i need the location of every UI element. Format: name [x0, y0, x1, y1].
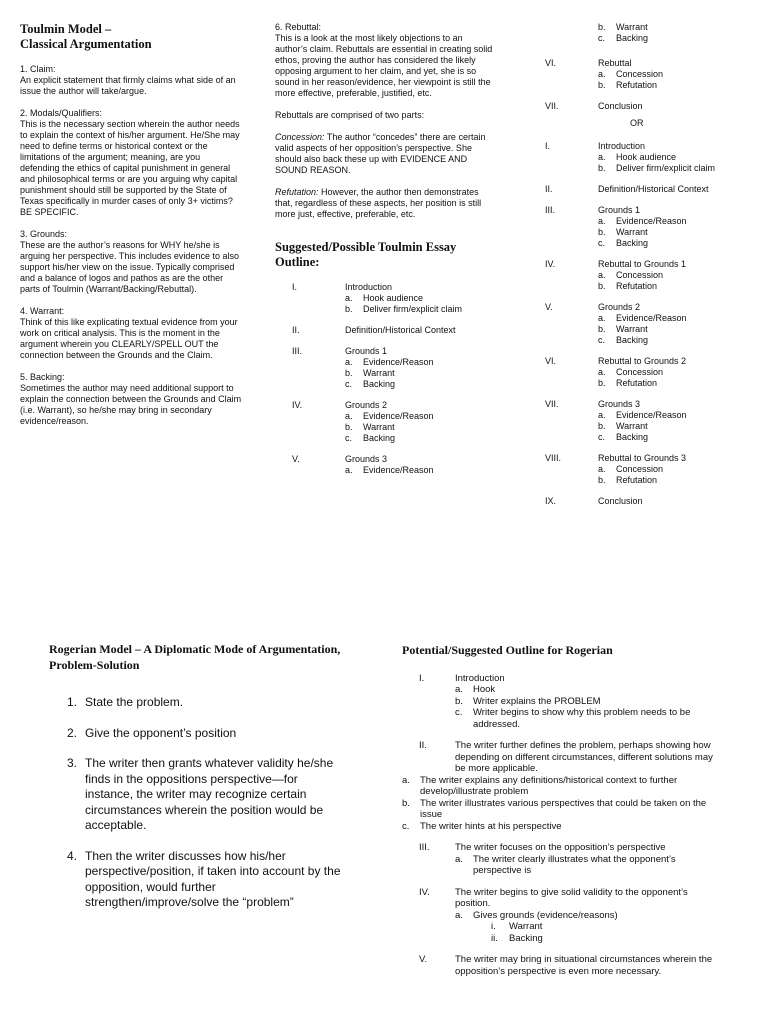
section-heading: 2. Modals/Qualifiers: — [20, 108, 103, 118]
toulmin-outline-title: Suggested/Possible Toulmin Essay Outline: — [275, 240, 457, 269]
outline-subitem — [598, 432, 760, 443]
outline-subitem-letter: c. — [598, 335, 606, 345]
outline-subitem — [345, 293, 497, 304]
outline-item — [292, 400, 497, 411]
outline-subitem-letter: b. — [598, 227, 606, 237]
outline-subitem-letter: a. — [402, 774, 410, 786]
outline-gap — [292, 390, 497, 400]
outline-subitem-text: Refutation — [616, 378, 658, 388]
outline-subitem-letter: c. — [345, 379, 353, 389]
outline-label: Introduction — [455, 672, 505, 684]
outline-subitem — [402, 798, 722, 821]
outline-subitem-letter: c. — [598, 238, 606, 248]
refutation-text: However, the author then demonstrates that, regardless of these aspects, her position is still more just, effective, preferable, etc. — [275, 187, 482, 219]
section-heading: 4. Warrant: — [20, 306, 65, 316]
outline-item — [419, 673, 722, 685]
outline-subitem — [598, 33, 760, 44]
outline-right-continuation — [545, 22, 760, 44]
outline-subitem-text: Warrant — [363, 368, 395, 378]
rogerian-step-number: 2. — [67, 725, 78, 740]
outline-subitem-text: Warrant — [363, 422, 395, 432]
outline-item — [545, 205, 760, 216]
outline-subitem-text: Backing — [363, 433, 396, 443]
outline-subitem-text: Refutation — [616, 80, 658, 90]
outline-gap — [292, 336, 497, 346]
outline-subitem — [598, 378, 760, 389]
rogerian-step-text: Then the writer discusses how his/her perspective/position, if taken into account by the opposition, would further strengthen/improve/solve the “problem” — [85, 848, 341, 909]
outline-subitem — [455, 910, 722, 922]
outline-numeral: II. — [419, 740, 427, 751]
outline-label: The writer may bring in situational circumstances wherein the opposition’s perspective is even more necessary. — [455, 954, 713, 977]
outline-right-a — [545, 58, 760, 112]
outline-subitem — [598, 163, 760, 174]
outline-subitem-text: Writer begins to show why this problem needs to be addressed. — [473, 707, 691, 730]
outline-subitem-letter: b. — [345, 422, 353, 432]
rogerian-step — [67, 756, 344, 834]
outline-subitem-letter: a. — [598, 464, 606, 474]
outline-subitem-text: Hook audience — [363, 293, 424, 303]
outline-label: Rebuttal to Grounds 3 — [598, 453, 687, 463]
rogerian-outline — [402, 672, 722, 978]
rebuttal-heading: 6. Rebuttal: — [275, 22, 322, 32]
outline-item — [419, 842, 722, 854]
section-heading: 1. Claim: — [20, 64, 56, 74]
outline-subitem-letter: b. — [598, 475, 606, 485]
outline-numeral: VII. — [545, 101, 559, 111]
outline-subitem-text: Concession — [616, 69, 664, 79]
rogerian-step-number: 3. — [67, 756, 78, 770]
outline-subitem-text: Backing — [509, 932, 543, 944]
outline-subitem — [345, 433, 497, 444]
outline-label: Conclusion — [598, 101, 643, 111]
outline-subitem-text: Warrant — [616, 22, 648, 32]
rogerian-step-text: State the problem. — [85, 695, 184, 709]
outline-subitem-text: Backing — [616, 238, 649, 248]
outline-subitem-letter: a. — [598, 367, 606, 377]
section-text: This is the necessary section wherein the author needs to explain the context of his/her argument. He/She may need to define terms or historical context or the limitations of the argument; meaning, are you defending the ethics of capital punishment in general and philosophical terms or are you arguing why capital punishment should still be supported by the State of Texas specifically in murder cases of only 3+ victims? BE SPECIFIC. — [20, 119, 240, 217]
outline-gap — [545, 292, 760, 302]
outline-gap — [545, 249, 760, 259]
toulmin-title-1: Toulmin Model – — [20, 22, 112, 36]
outline-subitem-letter: c. — [455, 707, 463, 718]
outline-item — [545, 58, 760, 69]
outline-subitem — [598, 281, 760, 292]
outline-subitem-letter: b. — [598, 163, 606, 173]
outline-item — [545, 184, 760, 195]
outline-subitem-letter: a. — [345, 357, 353, 367]
rogerian-outline-title: Potential/Suggested Outline for Rogerian — [402, 643, 613, 657]
outline-subitem — [402, 821, 722, 833]
outline-subitem — [598, 324, 760, 335]
outline-subitem-text: Evidence/Reason — [616, 410, 687, 420]
outline-subitem-letter: a. — [345, 465, 353, 475]
outline-item — [292, 282, 497, 293]
outline-subitem — [598, 335, 760, 346]
outline-subitem — [598, 367, 760, 378]
outline-subitem — [598, 22, 760, 33]
outline-right-column — [545, 22, 760, 507]
outline-item — [545, 141, 760, 152]
outline-subitem — [598, 69, 760, 80]
outline-subitem — [598, 227, 760, 238]
outline-subitem-text: Evidence/Reason — [363, 411, 434, 421]
outline-numeral: VIII. — [545, 453, 562, 463]
outline-subitem-letter: i. — [491, 921, 496, 932]
outline-gap — [545, 174, 760, 184]
outline-subitem-letter: b. — [598, 378, 606, 388]
rogerian-step — [67, 726, 344, 742]
outline-subitem-text: Evidence/Reason — [616, 313, 687, 323]
outline-item — [545, 399, 760, 410]
outline-label: Grounds 3 — [598, 399, 641, 409]
outline-item — [292, 454, 497, 465]
outline-subitem — [598, 410, 760, 421]
outline-subitem-text: Evidence/Reason — [363, 357, 434, 367]
rebuttal-parts-intro: Rebuttals are comprised of two parts: — [275, 110, 425, 120]
outline-numeral: III. — [419, 842, 430, 853]
outline-label: Grounds 1 — [598, 205, 641, 215]
outline-subitem-text: Warrant — [616, 324, 648, 334]
rogerian-steps — [67, 695, 344, 911]
outline-subitem — [598, 270, 760, 281]
outline-numeral: V. — [292, 454, 300, 464]
outline-subitem-letter: b. — [598, 80, 606, 90]
outline-subitem — [455, 696, 722, 708]
outline-label: Rebuttal to Grounds 1 — [598, 259, 687, 269]
outline-subitem — [598, 80, 760, 91]
concession-text: The author “concedes” there are certain valid aspects of her opposition’s perspective. She should also back these up with EVIDENCE AND SOUND REASON. — [275, 132, 486, 175]
outline-item — [419, 954, 722, 977]
outline-subitem-letter: c. — [345, 433, 353, 443]
outline-subitem-letter: b. — [455, 695, 463, 707]
rebuttal-text: This is a look at the most likely objections to an author’s claim. Rebuttals are essential in creating solid ethos, proving the author has considered the likely opposing argument to her claim, and yet, she is so sound in her reason/evidence, her viewpoint is still the more effective, preferable, justified, etc. — [275, 33, 493, 98]
outline-subitem — [598, 475, 760, 486]
outline-gap — [419, 877, 722, 887]
outline-gap — [419, 730, 722, 740]
outline-subitem-text: The writer clearly illustrates what the opponent’s perspective is — [473, 853, 676, 876]
outline-subitem — [455, 854, 722, 877]
outline-subitem-text: Refutation — [616, 475, 658, 485]
outline-subitem — [598, 464, 760, 475]
outline-subitem-letter: a. — [345, 411, 353, 421]
rogerian-step-number: 1. — [67, 695, 78, 709]
outline-label: Grounds 2 — [345, 400, 388, 410]
outline-numeral: V. — [545, 302, 553, 312]
refutation-paragraph — [275, 187, 497, 220]
outline-subitem-text: Refutation — [616, 281, 658, 291]
outline-gap — [545, 91, 760, 101]
outline-subitem-letter: b. — [598, 324, 606, 334]
rogerian-step-text: Give the opponent’s position — [85, 725, 237, 740]
outline-item — [545, 356, 760, 367]
outline-subitem-text: Concession — [616, 464, 664, 474]
outline-label: The writer begins to give solid validity to the opponent’s position. — [455, 886, 688, 909]
outline-subitem — [598, 421, 760, 432]
outline-subitem — [598, 216, 760, 227]
outline-right-b — [545, 141, 760, 507]
outline-subitem — [345, 422, 497, 433]
outline-subitem — [345, 379, 497, 390]
outline-subitem — [491, 921, 722, 933]
rebuttal-column — [275, 22, 497, 476]
outline-subitem-text: Backing — [363, 379, 396, 389]
outline-subitem-letter: a. — [598, 69, 606, 79]
outline-label: Definition/Historical Context — [345, 325, 456, 335]
outline-gap — [545, 443, 760, 453]
toulmin-column — [20, 22, 242, 438]
outline-label: Introduction — [598, 141, 646, 151]
outline-numeral: III. — [545, 205, 556, 215]
or-label: OR — [630, 118, 644, 128]
section-text: Sometimes the author may need additional support to explain the connection between the Grounds and Claim (i.e. Warrant), so he/she may bring in secondary evidence/reason. — [20, 383, 242, 426]
outline-subitem-text: The writer illustrates various perspectives that could be taken on the issue — [420, 797, 707, 820]
outline-subitem — [598, 238, 760, 249]
outline-subitem-text: Writer explains the PROBLEM — [473, 695, 601, 707]
outline-subitem-letter: a. — [598, 270, 606, 280]
outline-subitem-text: Warrant — [509, 921, 543, 932]
outline-numeral: VI. — [545, 58, 557, 68]
outline-label: The writer focuses on the opposition’s perspective — [455, 842, 666, 853]
outline-subitem-letter: a. — [598, 313, 606, 323]
rogerian-column — [49, 642, 344, 926]
outline-gap — [545, 389, 760, 399]
outline-subitem — [491, 933, 722, 945]
outline-subitem-letter: b. — [598, 281, 606, 291]
outline-subitem-text: Backing — [616, 335, 649, 345]
outline-subitem-letter: a. — [345, 293, 353, 303]
outline-gap — [545, 486, 760, 496]
outline-item — [545, 101, 760, 112]
toulmin-outline-mid — [292, 282, 497, 476]
outline-subitem — [598, 313, 760, 324]
outline-item — [545, 259, 760, 270]
outline-gap — [292, 444, 497, 454]
outline-numeral: IX. — [545, 496, 557, 506]
outline-subitem-text: Concession — [616, 367, 664, 377]
outline-item — [545, 302, 760, 313]
outline-numeral: III. — [292, 346, 303, 356]
outline-subitem-letter: a. — [598, 410, 606, 420]
outline-subitem-text: Deliver firm/explicit claim — [363, 304, 463, 314]
outline-gap — [419, 944, 722, 954]
section-text: An explicit statement that firmly claims what side of an issue the author will take/argue. — [20, 75, 236, 96]
outline-numeral: IV. — [545, 259, 556, 269]
outline-numeral: II. — [292, 325, 300, 335]
section-text: Think of this like explicating textual evidence from your work on critical analysis. This is the moment in the argument wherein you CLEARLY/SPELL OUT the connection between the Grounds and the Claim. — [20, 317, 238, 360]
rogerian-step-number: 4. — [67, 848, 78, 863]
outline-numeral: IV. — [419, 886, 430, 898]
outline-subitem-text: Backing — [616, 432, 649, 442]
rogerian-outline-column — [402, 643, 722, 977]
outline-subitem-text: Concession — [616, 270, 664, 280]
section-heading: 3. Grounds: — [20, 229, 68, 239]
outline-subitem-text: Warrant — [616, 227, 648, 237]
outline-label: Grounds 1 — [345, 346, 388, 356]
outline-subitem-letter: c. — [598, 33, 606, 43]
outline-gap — [545, 195, 760, 205]
outline-subitem-text: The writer explains any definitions/historical context to further develop/illustrate problem — [420, 774, 678, 797]
outline-gap — [419, 832, 722, 842]
outline-subitem — [345, 411, 497, 422]
outline-item — [545, 496, 760, 507]
outline-subitem — [402, 775, 722, 798]
outline-label: Introduction — [345, 282, 393, 292]
outline-label: Definition/Historical Context — [598, 184, 709, 194]
outline-label: Rebuttal to Grounds 2 — [598, 356, 687, 366]
rogerian-step-text: The writer then grants whatever validity he/she finds in the oppositions perspective—for instance, the writer may recognize certain circumstances wherein the position would be acceptable. — [85, 756, 334, 832]
outline-numeral: VI. — [545, 356, 557, 366]
outline-subitem-text: Deliver firm/explicit claim — [616, 163, 716, 173]
outline-subitem-letter: b. — [598, 22, 606, 32]
section-heading: 5. Backing: — [20, 372, 65, 382]
outline-subitem — [345, 304, 497, 315]
outline-subitem-letter: a. — [598, 152, 606, 162]
outline-gap — [292, 315, 497, 325]
outline-gap — [545, 346, 760, 356]
section-text: These are the author’s reasons for WHY he/she is arguing her perspective. This includes evidence to also support his/her view on the issue. Typically comprised and a balance of logos and pathos as are the other parts of Toulmin (Warrant/Backing/Rebuttal). — [20, 240, 239, 294]
outline-subitem-letter: a. — [455, 684, 463, 695]
outline-item — [419, 887, 722, 910]
toulmin-title-2: Classical Argumentation — [20, 37, 152, 51]
outline-label: Grounds 2 — [598, 302, 641, 312]
outline-subitem-letter: b. — [402, 797, 410, 809]
outline-subitem-letter: c. — [598, 432, 606, 442]
outline-numeral: II. — [545, 184, 553, 194]
outline-label: Conclusion — [598, 496, 643, 506]
outline-subitem-text: Evidence/Reason — [616, 216, 687, 226]
outline-subitem-text: Gives grounds (evidence/reasons) — [473, 909, 618, 921]
toulmin-sections — [20, 64, 242, 427]
outline-subitem-letter: b. — [598, 421, 606, 431]
outline-subitem — [345, 357, 497, 368]
outline-subitem-letter: a. — [455, 853, 463, 865]
outline-subitem-text: Backing — [616, 33, 649, 43]
outline-item — [545, 453, 760, 464]
outline-subitem-letter: a. — [598, 216, 606, 226]
outline-subitem-text: Warrant — [616, 421, 648, 431]
outline-subitem-text: Hook — [473, 684, 496, 695]
rogerian-step — [67, 849, 344, 911]
outline-subitem-letter: b. — [345, 368, 353, 378]
outline-item — [292, 346, 497, 357]
outline-label: Rebuttal — [598, 58, 632, 68]
rogerian-step — [67, 695, 344, 711]
outline-subitem-letter: b. — [345, 304, 353, 314]
outline-subitem — [345, 465, 497, 476]
outline-item — [292, 325, 497, 336]
refutation-label: Refutation: — [275, 187, 319, 197]
outline-subitem-text: Evidence/Reason — [363, 465, 434, 475]
outline-subitem-letter: a. — [455, 909, 463, 921]
outline-label: The writer further defines the problem, perhaps showing how depending on different circumstances, different solutions may be more applicable. — [455, 740, 713, 774]
outline-subitem-letter: c. — [402, 820, 410, 832]
outline-numeral: V. — [419, 954, 428, 965]
outline-numeral: I. — [545, 141, 551, 151]
outline-subitem-text: Hook audience — [616, 152, 677, 162]
outline-label: Grounds 3 — [345, 454, 388, 464]
rogerian-title: Rogerian Model – A Diplomatic Mode of Argumentation, Problem-Solution — [49, 642, 341, 672]
outline-item — [419, 740, 722, 775]
outline-subitem — [345, 368, 497, 379]
concession-paragraph — [275, 132, 497, 176]
outline-subitem-letter: ii. — [491, 932, 498, 944]
outline-numeral: I. — [419, 672, 425, 684]
outline-numeral: I. — [292, 282, 298, 292]
outline-numeral: IV. — [292, 400, 303, 410]
outline-subitem — [598, 152, 760, 163]
outline-subitem-text: The writer hints at his perspective — [420, 820, 562, 832]
outline-subitem — [455, 684, 722, 696]
outline-numeral: VII. — [545, 399, 559, 409]
outline-subitem — [455, 707, 722, 730]
concession-label: Concession: — [275, 132, 325, 142]
